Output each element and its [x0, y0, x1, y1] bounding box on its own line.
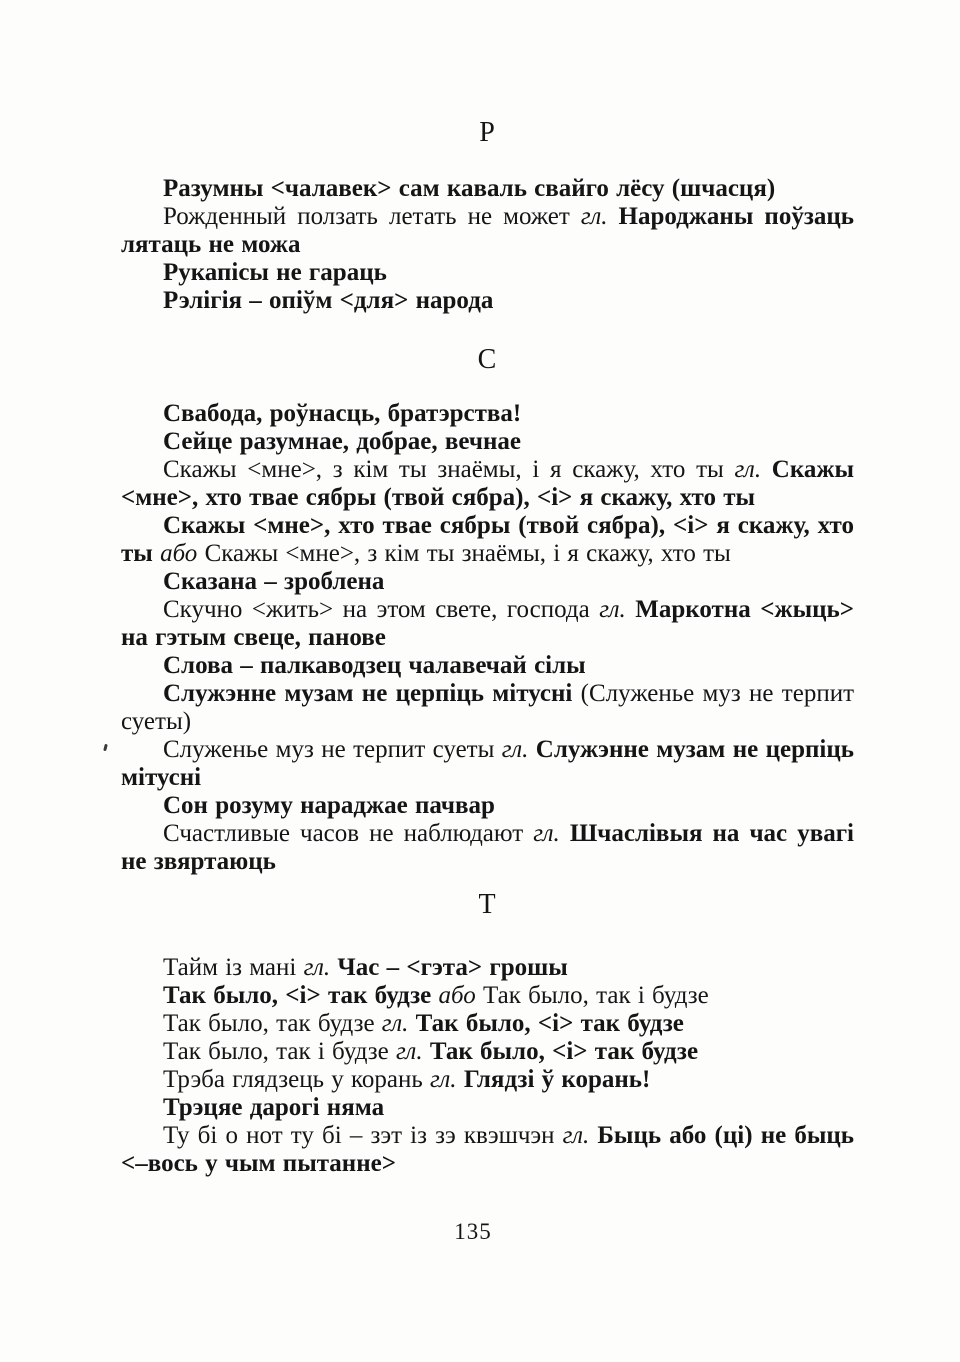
- abbrev-italic: гл.: [396, 1038, 423, 1065]
- entry-bold-text: Рукапісы не гараць: [163, 259, 387, 286]
- entry-paragraph: [121, 1010, 854, 1038]
- entry-bold-text: Скажы <мне>, хто твае сябры (твой сябра), <і> я скажу, хто ты: [121, 456, 855, 511]
- entry-regular-text: Ту бі о нот ту бі – зэт із зэ квэшчэн: [163, 1122, 563, 1149]
- entry-paragraph: [121, 1094, 854, 1122]
- page-number: 135: [454, 1219, 492, 1244]
- entry-paragraph: [121, 596, 854, 652]
- entry-regular-text: Так было, так і будзе: [475, 982, 709, 1009]
- entry-paragraph: [121, 680, 854, 736]
- abbrev-italic: гл.: [562, 1122, 590, 1149]
- entry-bold-text: Глядзі ў корань!: [456, 1066, 651, 1093]
- entry-paragraph: [121, 1066, 854, 1094]
- entry-bold-text: Быць або (ці) не быць <–вось у чым пытанне>: [121, 1122, 854, 1177]
- page-text-block: [121, 118, 854, 1178]
- entry-bold-text: Сон розуму нараджае пачвар: [163, 792, 495, 819]
- entry-bold-text: Сказана – зроблена: [163, 568, 385, 595]
- abbrev-italic: гл.: [501, 736, 529, 763]
- abbrev-italic: гл.: [303, 954, 331, 981]
- entry-regular-text: Служенье муз не терпит суеты: [163, 736, 502, 763]
- entry-regular-text: Тайм із мані: [163, 954, 304, 981]
- section-heading-3: Т: [478, 889, 497, 920]
- entry-regular-text: (Служенье муз не терпит суеты): [121, 680, 855, 735]
- entry-regular-text: Скажы <мне>, з кім ты знаёмы, і я скажу, хто ты: [197, 540, 731, 567]
- entry-paragraph: [121, 287, 854, 315]
- abbrev-italic: гл.: [381, 1010, 409, 1037]
- entry-paragraph: [121, 954, 854, 982]
- entry-paragraph: [121, 820, 854, 876]
- entry-regular-text: Скажы <мне>, з кім ты знаёмы, і я скажу, хто ты: [163, 456, 735, 483]
- entry-bold-text: Свабода, роўнасць, братэрства!: [163, 400, 522, 427]
- entry-bold-text: Народжаны поўзаць лятаць не можа: [121, 203, 854, 258]
- entry-regular-text: Скучно <жить> на этом свете, господа: [163, 596, 600, 623]
- entry-paragraph: [121, 1122, 854, 1178]
- entry-paragraph: [121, 175, 854, 203]
- entry-bold-text: Разумны <чалавек> сам каваль свайго лёсу (шчасця): [163, 175, 776, 202]
- section-heading-2: С: [477, 344, 498, 375]
- entry-bold-text: Рэлігія – опіўм <для> народа: [163, 287, 494, 314]
- abbrev-italic: гл.: [734, 456, 762, 483]
- entry-paragraph: [121, 203, 854, 259]
- entry-paragraph: [121, 736, 854, 792]
- entry-paragraph: [121, 982, 854, 1010]
- abbrev-italic: гл.: [429, 1066, 457, 1093]
- entry-paragraph: [121, 568, 854, 596]
- entry-bold-text: Трэцяе дарогі няма: [163, 1094, 385, 1121]
- entry-paragraph: [121, 456, 854, 512]
- entry-regular-text: Счастливые часов не наблюдают: [163, 820, 534, 847]
- entry-paragraph: [121, 259, 854, 287]
- entry-regular-text: Так было, так і будзе: [163, 1038, 396, 1065]
- entry-bold-text: Так было, <і> так будзе: [422, 1038, 699, 1065]
- section-heading-1: Р: [479, 117, 496, 148]
- abbrev-italic: гл.: [580, 203, 608, 230]
- entry-bold-text: Час – <гэта> грошы: [330, 954, 568, 981]
- entry-paragraph: [121, 652, 854, 680]
- entry-bold-text: Шчаслівыя на час увагі не звяртаюць: [121, 820, 854, 875]
- scan-artifact-mark: [103, 744, 108, 752]
- entry-paragraph: [121, 400, 854, 428]
- entry-bold-text: Так было, <і> так будзе: [163, 982, 439, 1009]
- entry-bold-text: Скажы <мне>, хто твае сябры (твой сябра), <і> я скажу, хто ты: [121, 512, 854, 567]
- entry-bold-text: Маркотна <жыць> на гэтым свеце, панове: [121, 596, 854, 651]
- entry-bold-text: Сейце разумнае, добрае, вечнае: [163, 428, 521, 455]
- entry-regular-text: Трэба глядзець у корань: [163, 1066, 430, 1093]
- entry-bold-text: Служэнне музам не церпіць мітусні: [121, 736, 854, 791]
- entry-bold-text: Служэнне музам не церпіць мітусні: [163, 680, 581, 707]
- abbrev-italic: гл.: [599, 596, 626, 623]
- entry-paragraph: [121, 792, 854, 820]
- entry-bold-text: Слова – палкаводзец чалавечай сілы: [163, 652, 586, 679]
- abbrev-italic: гл.: [533, 820, 560, 847]
- entry-bold-text: Так было, <і> так будзе: [408, 1010, 684, 1037]
- entry-regular-text: Рожденный ползать летать не может: [163, 203, 581, 230]
- entry-paragraph: [121, 1038, 854, 1066]
- entry-paragraph: [121, 428, 854, 456]
- entry-regular-text: Так было, так будзе: [163, 1010, 382, 1037]
- entry-paragraph: [121, 512, 854, 568]
- abbrev-italic: або: [160, 540, 198, 567]
- abbrev-italic: або: [438, 982, 476, 1009]
